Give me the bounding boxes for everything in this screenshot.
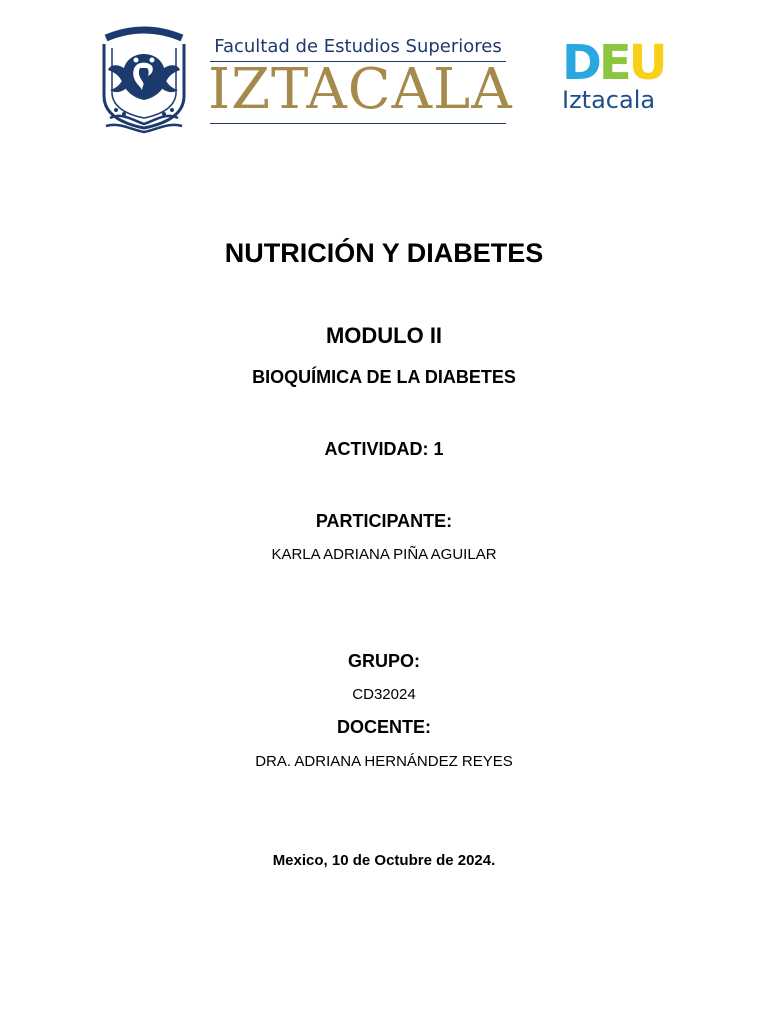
deu-iztacala-logo	[562, 35, 672, 118]
activity-heading: ACTIVIDAD: 1	[324, 439, 444, 459]
subject-heading: BIOQUÍMICA DE LA DIABETES	[252, 367, 516, 387]
document-date: Mexico, 10 de Octubre de 2024.	[272, 852, 496, 869]
group-value: CD32024	[352, 686, 416, 703]
deu-letter-d: D	[562, 35, 599, 91]
participant-heading: PARTICIPANTE:	[315, 511, 453, 531]
module-heading: MODULO II	[325, 323, 443, 348]
teacher-name: DRA. ADRIANA HERNÁNDEZ REYES	[255, 753, 513, 770]
group-heading: GRUPO:	[348, 651, 420, 671]
deu-subtitle: Iztacala	[562, 86, 656, 114]
deu-wordmark	[562, 35, 665, 91]
fes-faculty-label: Facultad de Estudios Superiores	[214, 36, 502, 57]
document-title: NUTRICIÓN Y DIABETES	[224, 238, 544, 268]
fes-rule-bottom	[210, 123, 506, 124]
fes-iztacala-logo	[208, 34, 513, 130]
participant-name: KARLA ADRIANA PIÑA AGUILAR	[271, 546, 497, 563]
header-logos	[94, 20, 678, 136]
deu-letter-e: E	[598, 35, 629, 91]
unam-seal-logo	[96, 24, 192, 134]
deu-letter-u: U	[628, 35, 665, 91]
fes-iztacala-wordmark: IZTACALA	[208, 57, 513, 122]
teacher-heading: DOCENTE:	[337, 717, 431, 737]
